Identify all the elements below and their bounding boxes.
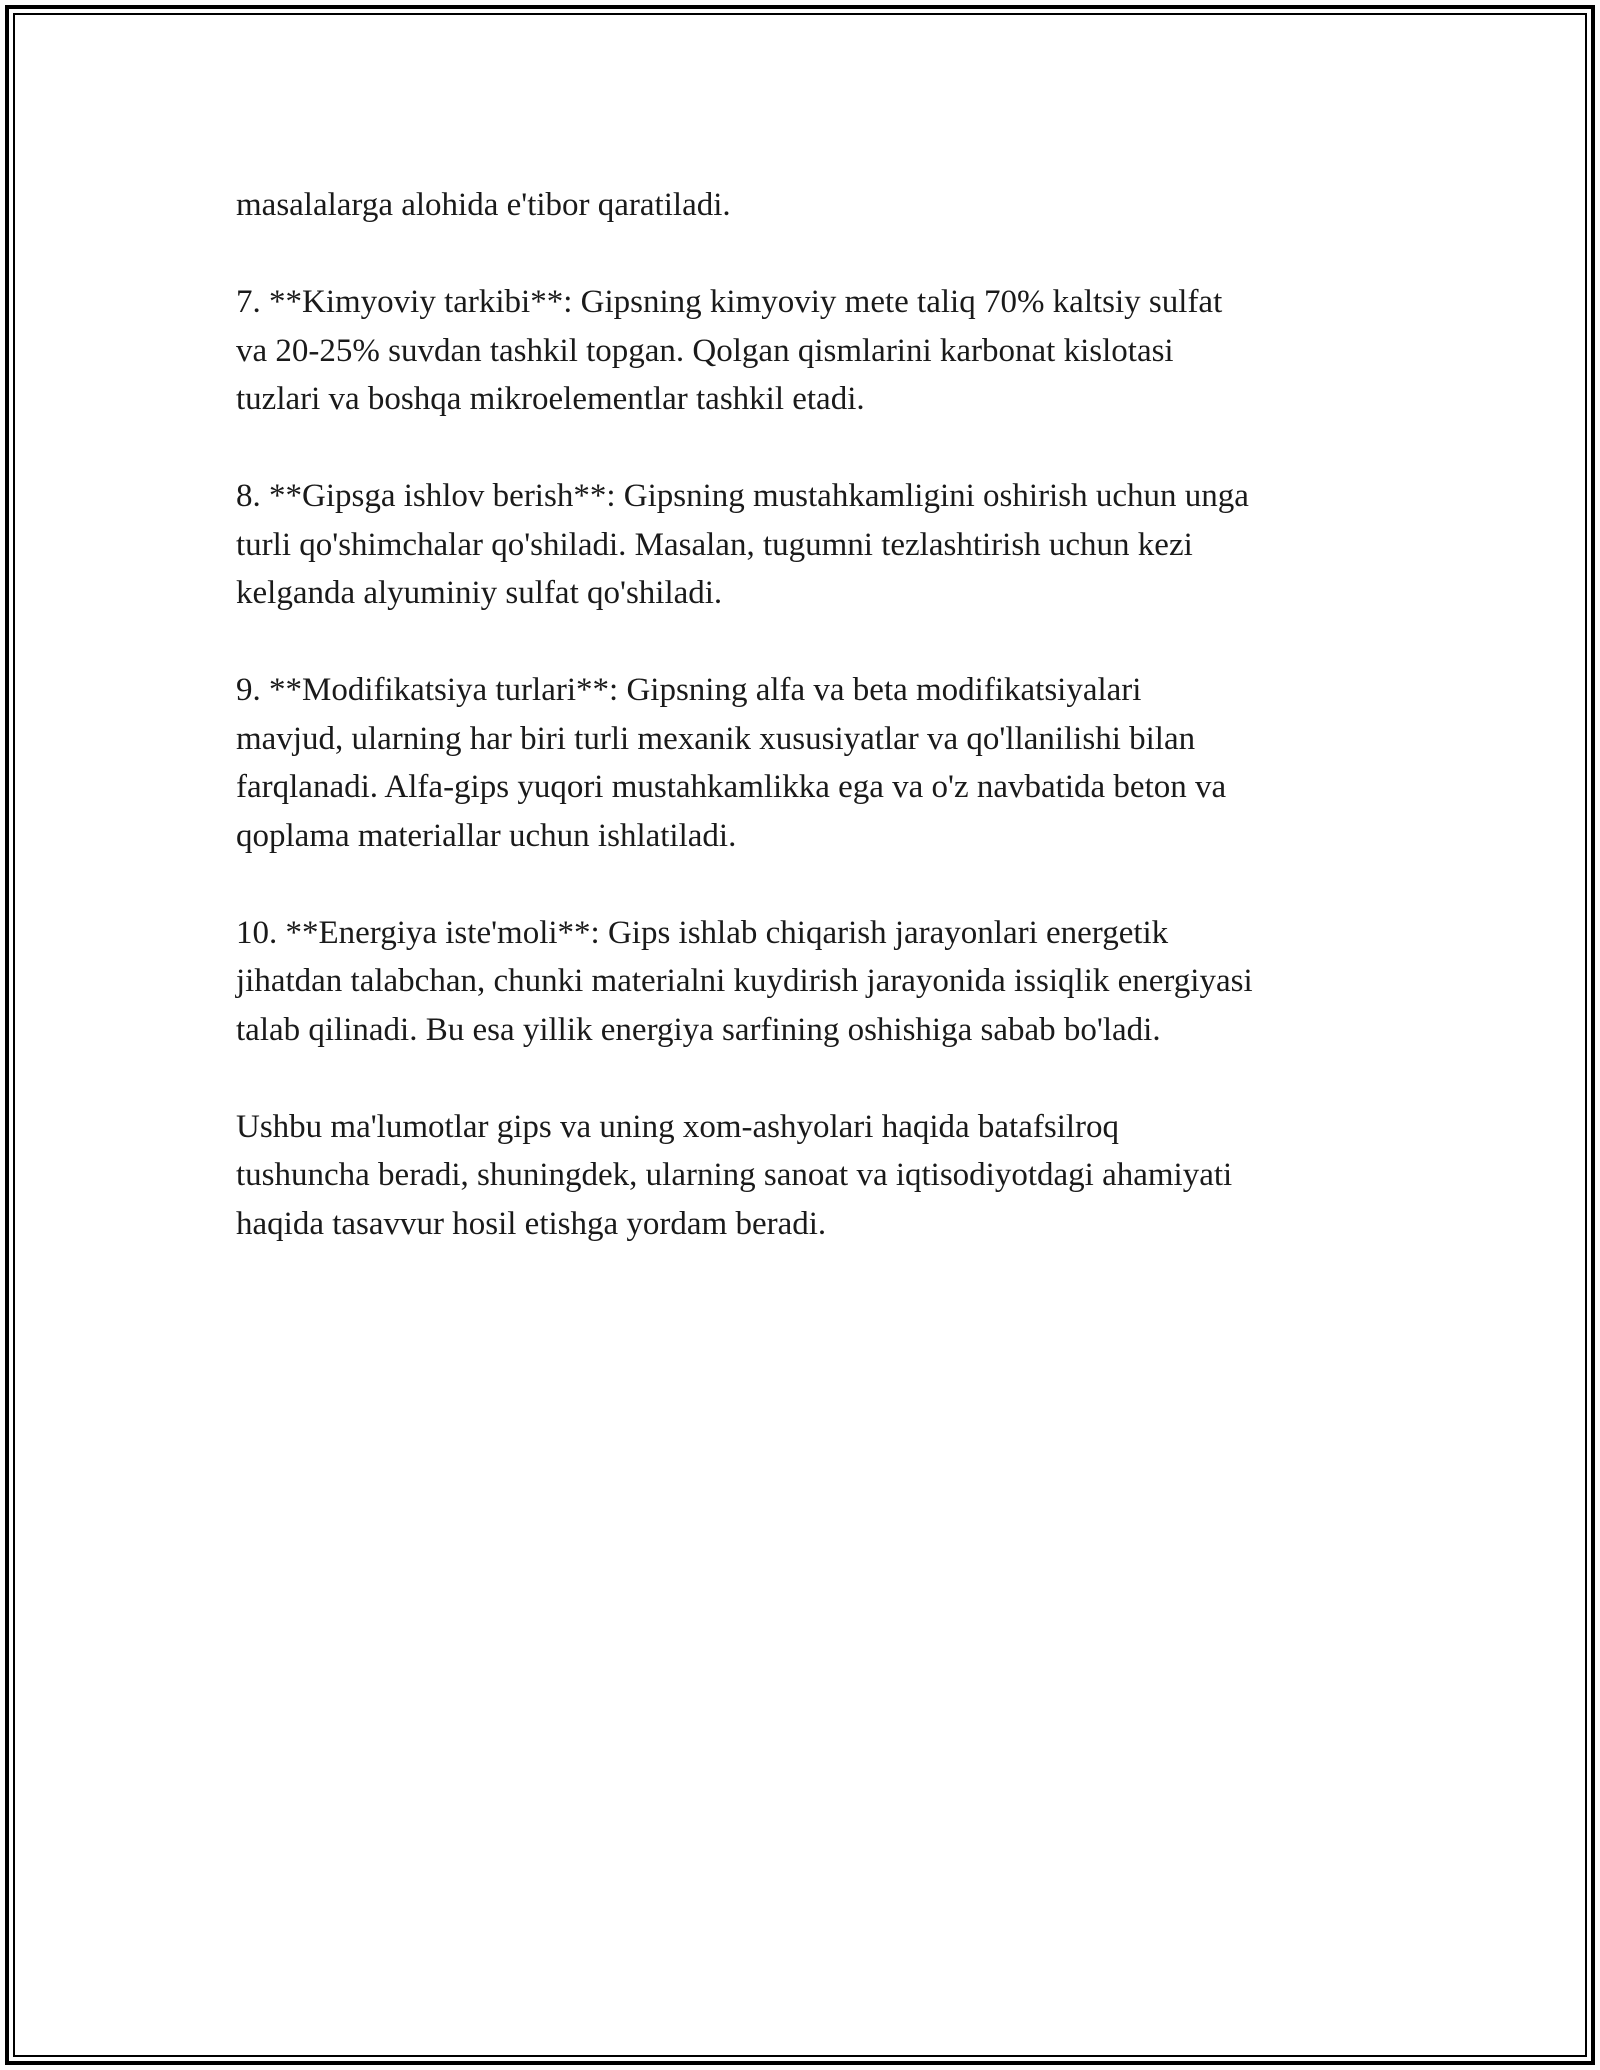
document-body bbox=[236, 181, 1386, 1297]
text-line: talab qilinadi. Bu esa yillik energiya sarfining oshishiga sabab bo'ladi. bbox=[236, 1011, 1161, 1048]
text-line: 10. **Energiya iste'moli**: Gips ishlab chiqarish jarayonlari energetik bbox=[236, 914, 1169, 951]
text-line: 8. **Gipsga ishlov berish**: Gipsning mustahkamligini oshirish uchun unga bbox=[236, 478, 1249, 514]
paragraph-item-9 bbox=[236, 666, 1386, 860]
paragraph-item-10 bbox=[236, 909, 1386, 1055]
text-line: 7. **Kimyoviy tarkibi**: Gipsning kimyoviy mete taliq 70% kaltsiy sulfat bbox=[236, 284, 1223, 320]
paragraph-item-7 bbox=[236, 278, 1386, 424]
text-line: masalalarga alohida e'tibor qaratiladi. bbox=[236, 187, 731, 223]
text-line: mavjud, ularning har biri turli mexanik xususiyatlar va qo'llanilishi bilan bbox=[236, 720, 1196, 757]
text-line: va 20-25% suvdan tashkil topgan. Qolgan qismlarini karbonat kislotasi bbox=[236, 332, 1174, 369]
paragraph-conclusion bbox=[236, 1103, 1386, 1249]
text-line: turli qo'shimchalar qo'shiladi. Masalan, tugumni tezlashtirish uchun kezi bbox=[236, 526, 1193, 563]
paragraph-continuation bbox=[236, 181, 1386, 230]
text-line: jihatdan talabchan, chunki materialni kuydirish jarayonida issiqlik energiyasi bbox=[236, 963, 1253, 999]
text-line: farqlanadi. Alfa-gips yuqori mustahkamlikka ega va o'z navbatida beton va bbox=[236, 769, 1227, 805]
text-line: qoplama materiallar uchun ishlatiladi. bbox=[236, 817, 737, 854]
text-line: kelganda alyuminiy sulfat qo'shiladi. bbox=[236, 575, 723, 611]
text-line: 9. **Modifikatsiya turlari**: Gipsning alfa va beta modifikatsiyalari bbox=[236, 672, 1142, 708]
text-line: tuzlari va boshqa mikroelementlar tashkil etadi. bbox=[236, 381, 865, 417]
text-line: Ushbu ma'lumotlar gips va uning xom-ashyolari haqida batafsilroq bbox=[236, 1108, 1120, 1145]
paragraph-item-8 bbox=[236, 472, 1386, 618]
text-line: tushuncha beradi, shuningdek, ularning sanoat va iqtisodiyotdagi ahamiyati bbox=[236, 1157, 1233, 1193]
text-line: haqida tasavvur hosil etishga yordam beradi. bbox=[236, 1205, 827, 1242]
